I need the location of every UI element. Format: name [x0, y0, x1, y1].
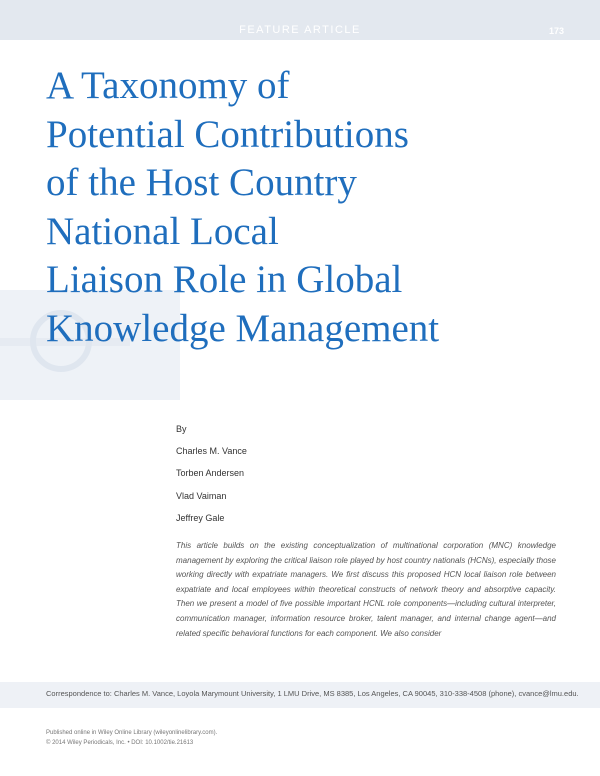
byline-prefix: By [176, 424, 187, 434]
title-line: A Taxonomy of [46, 64, 290, 107]
title-line: National Local [46, 209, 279, 253]
footer-line: Published online in Wiley Online Library (wileyonlinelibrary.com). [46, 730, 218, 736]
author-name: Charles M. Vance [176, 446, 247, 457]
byline [176, 418, 247, 529]
title-line: of the Host Country [46, 161, 357, 204]
section-label: FEATURE ARTICLE [239, 24, 361, 36]
author-name: Jeffrey Gale [176, 512, 225, 523]
author-name: Torben Andersen [176, 468, 245, 479]
abstract: This article builds on the existing conceptualization of multinational corporation (MNC) knowledge management by exploring the critical liaison role played by host country nationals (HCNs), especially those working directly with expatriate managers. We first discuss this proposed HCN local liaison role between expatriate and local employees within theoretical constructs of network theory and absorptive capacity. Then we present a model of five possible important HCNL role components—including cultural interpreter, communication manager, information resource broker, talent manager, and internal change agent—and related specific behavioral functions for each component. We also consider [176, 541, 556, 638]
article-title [46, 62, 576, 353]
correspondence-bar [0, 682, 600, 708]
title-line: Potential Contributions [46, 112, 409, 156]
footer-line: © 2014 Wiley Periodicals, Inc. • DOI: 10.1002/tie.21613 [46, 740, 194, 746]
publication-footer [46, 728, 217, 748]
author-name: Vlad Vaiman [176, 490, 227, 501]
page-number: 173 [548, 26, 564, 36]
title-line: Liaison Role in Global [46, 258, 403, 301]
title-line: Knowledge Management [46, 306, 440, 350]
correspondence-text: Correspondence to: Charles M. Vance, Loyola Marymount University, 1 LMU Drive, MS 8385, Los Angeles, CA 90045, 310-338-4508 (phone), cvance@lmu.edu. [46, 689, 579, 698]
